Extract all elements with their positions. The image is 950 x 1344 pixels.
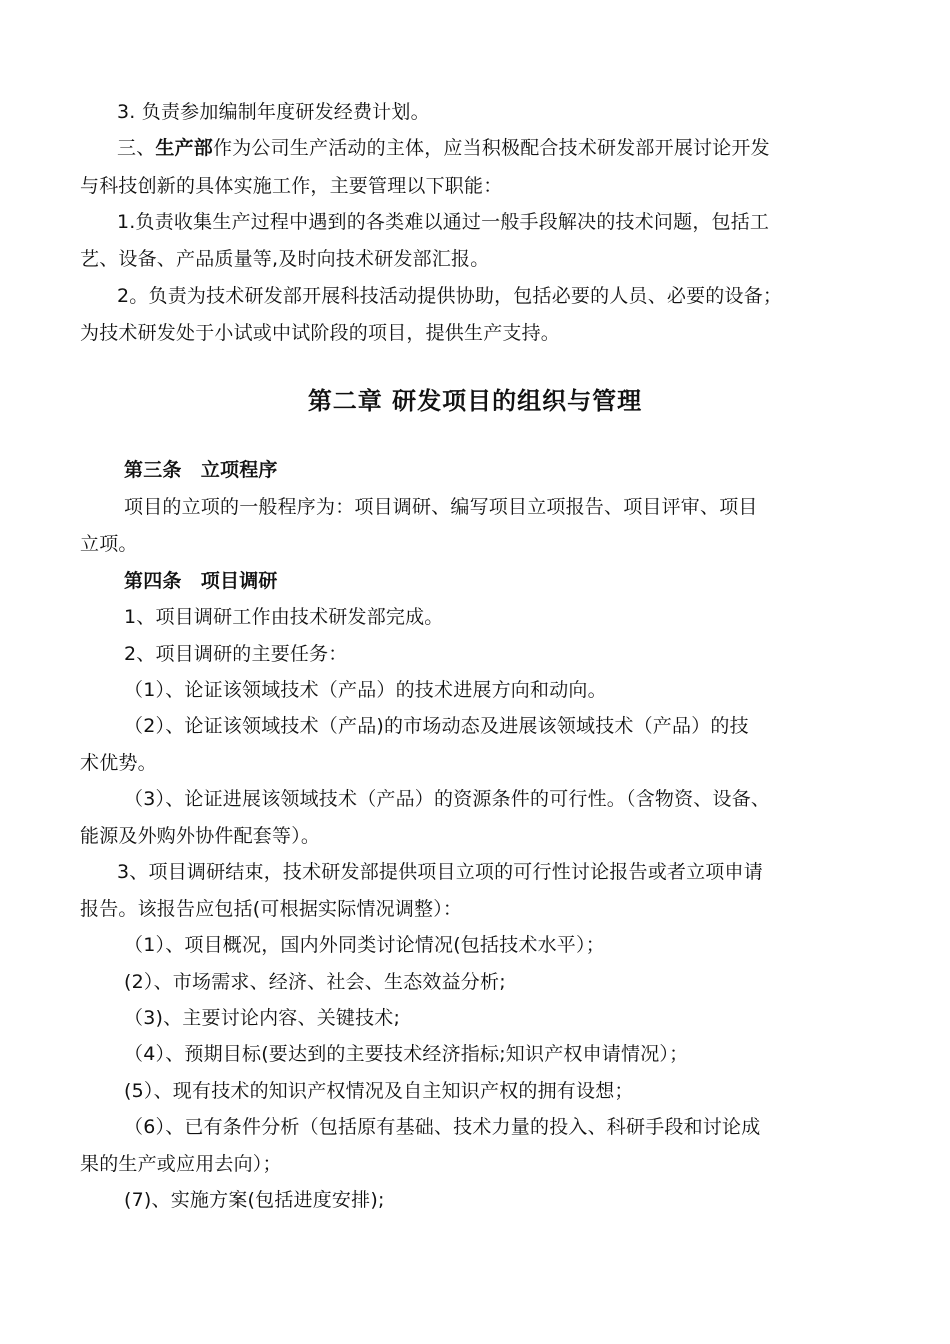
paragraph-line: 与科技创新的具体实施工作，主要管理以下职能：	[80, 175, 503, 197]
production-dept-label: 生产部	[155, 137, 214, 159]
paragraph-line: 2。负责为技术研发部开展科技活动提供协助，包括必要的人员、必要的设备；	[117, 285, 783, 307]
paragraph-line: 3、项目调研结束，技术研发部提供项目立项的可行性讨论报告或者立项申请	[117, 861, 763, 883]
paragraph-line: （2）、论证该领域技术（产品)的市场动态及进展该领域技术（产品）的技	[124, 715, 749, 737]
paragraph-line: （1）、论证该领域技术（产品）的技术进展方向和动向。	[124, 679, 607, 701]
chapter-title: 第二章 研发项目的组织与管理	[307, 387, 643, 415]
paragraph-line: 3. 负责参加编制年度研发经费计划。	[117, 101, 430, 123]
paragraph-line: 报告。该报告应包括(可根据实际情况调整）：	[80, 898, 463, 920]
paragraph-line: 为技术研发处于小试或中试阶段的项目，提供生产支持。	[80, 322, 561, 344]
paragraph-line: 1、项目调研工作由技术研发部完成。	[124, 606, 444, 628]
section-title: 第三条 立项程序	[124, 459, 278, 481]
paragraph-line: 立项。	[80, 533, 138, 555]
paragraph-line: 项目的立项的一般程序为：项目调研、编写项目立项报告、项目评审、项目	[124, 496, 758, 518]
paragraph-line: 能源及外购外协件配套等）。	[80, 825, 321, 847]
paragraph-line: （3）、论证进展该领域技术（产品）的资源条件的可行性。（含物资、设备、	[124, 788, 771, 810]
list-item: （3)、主要讨论内容、关键技术;	[124, 1007, 401, 1029]
list-item: (5）、现有技术的知识产权情况及自主知识产权的拥有设想；	[124, 1080, 634, 1102]
section-title: 第四条 项目调研	[124, 570, 278, 592]
list-item: （6）、已有条件分析（包括原有基础、技术力量的投入、科研手段和讨论成	[124, 1116, 761, 1138]
list-item: （4）、预期目标(要达到的主要技术经济指标;知识产权申请情况）；	[124, 1043, 689, 1065]
list-item: （1）、项目概况，国内外同类讨论情况(包括技术水平）；	[124, 934, 605, 956]
paragraph-line	[117, 136, 770, 160]
list-item: (2）、市场需求、经济、社会、生态效益分析;	[124, 971, 506, 993]
paragraph-line: 果的生产或应用去向）；	[80, 1153, 282, 1175]
text-run: 作为公司生产活动的主体，应当积极配合技术研发部开展讨论开发	[213, 137, 770, 159]
paragraph-line: 术优势。	[80, 752, 157, 774]
paragraph-line: 2、项目调研的主要任务：	[124, 643, 348, 665]
list-item: (7)、实施方案(包括进度安排);	[124, 1189, 385, 1211]
paragraph-line: 艺、设备、产品质量等,及时向技术研发部汇报。	[80, 248, 490, 270]
text-run: 三、	[117, 137, 156, 159]
paragraph-line: 1.负责收集生产过程中遇到的各类难以通过一般手段解决的技术问题，包括工	[117, 211, 770, 233]
